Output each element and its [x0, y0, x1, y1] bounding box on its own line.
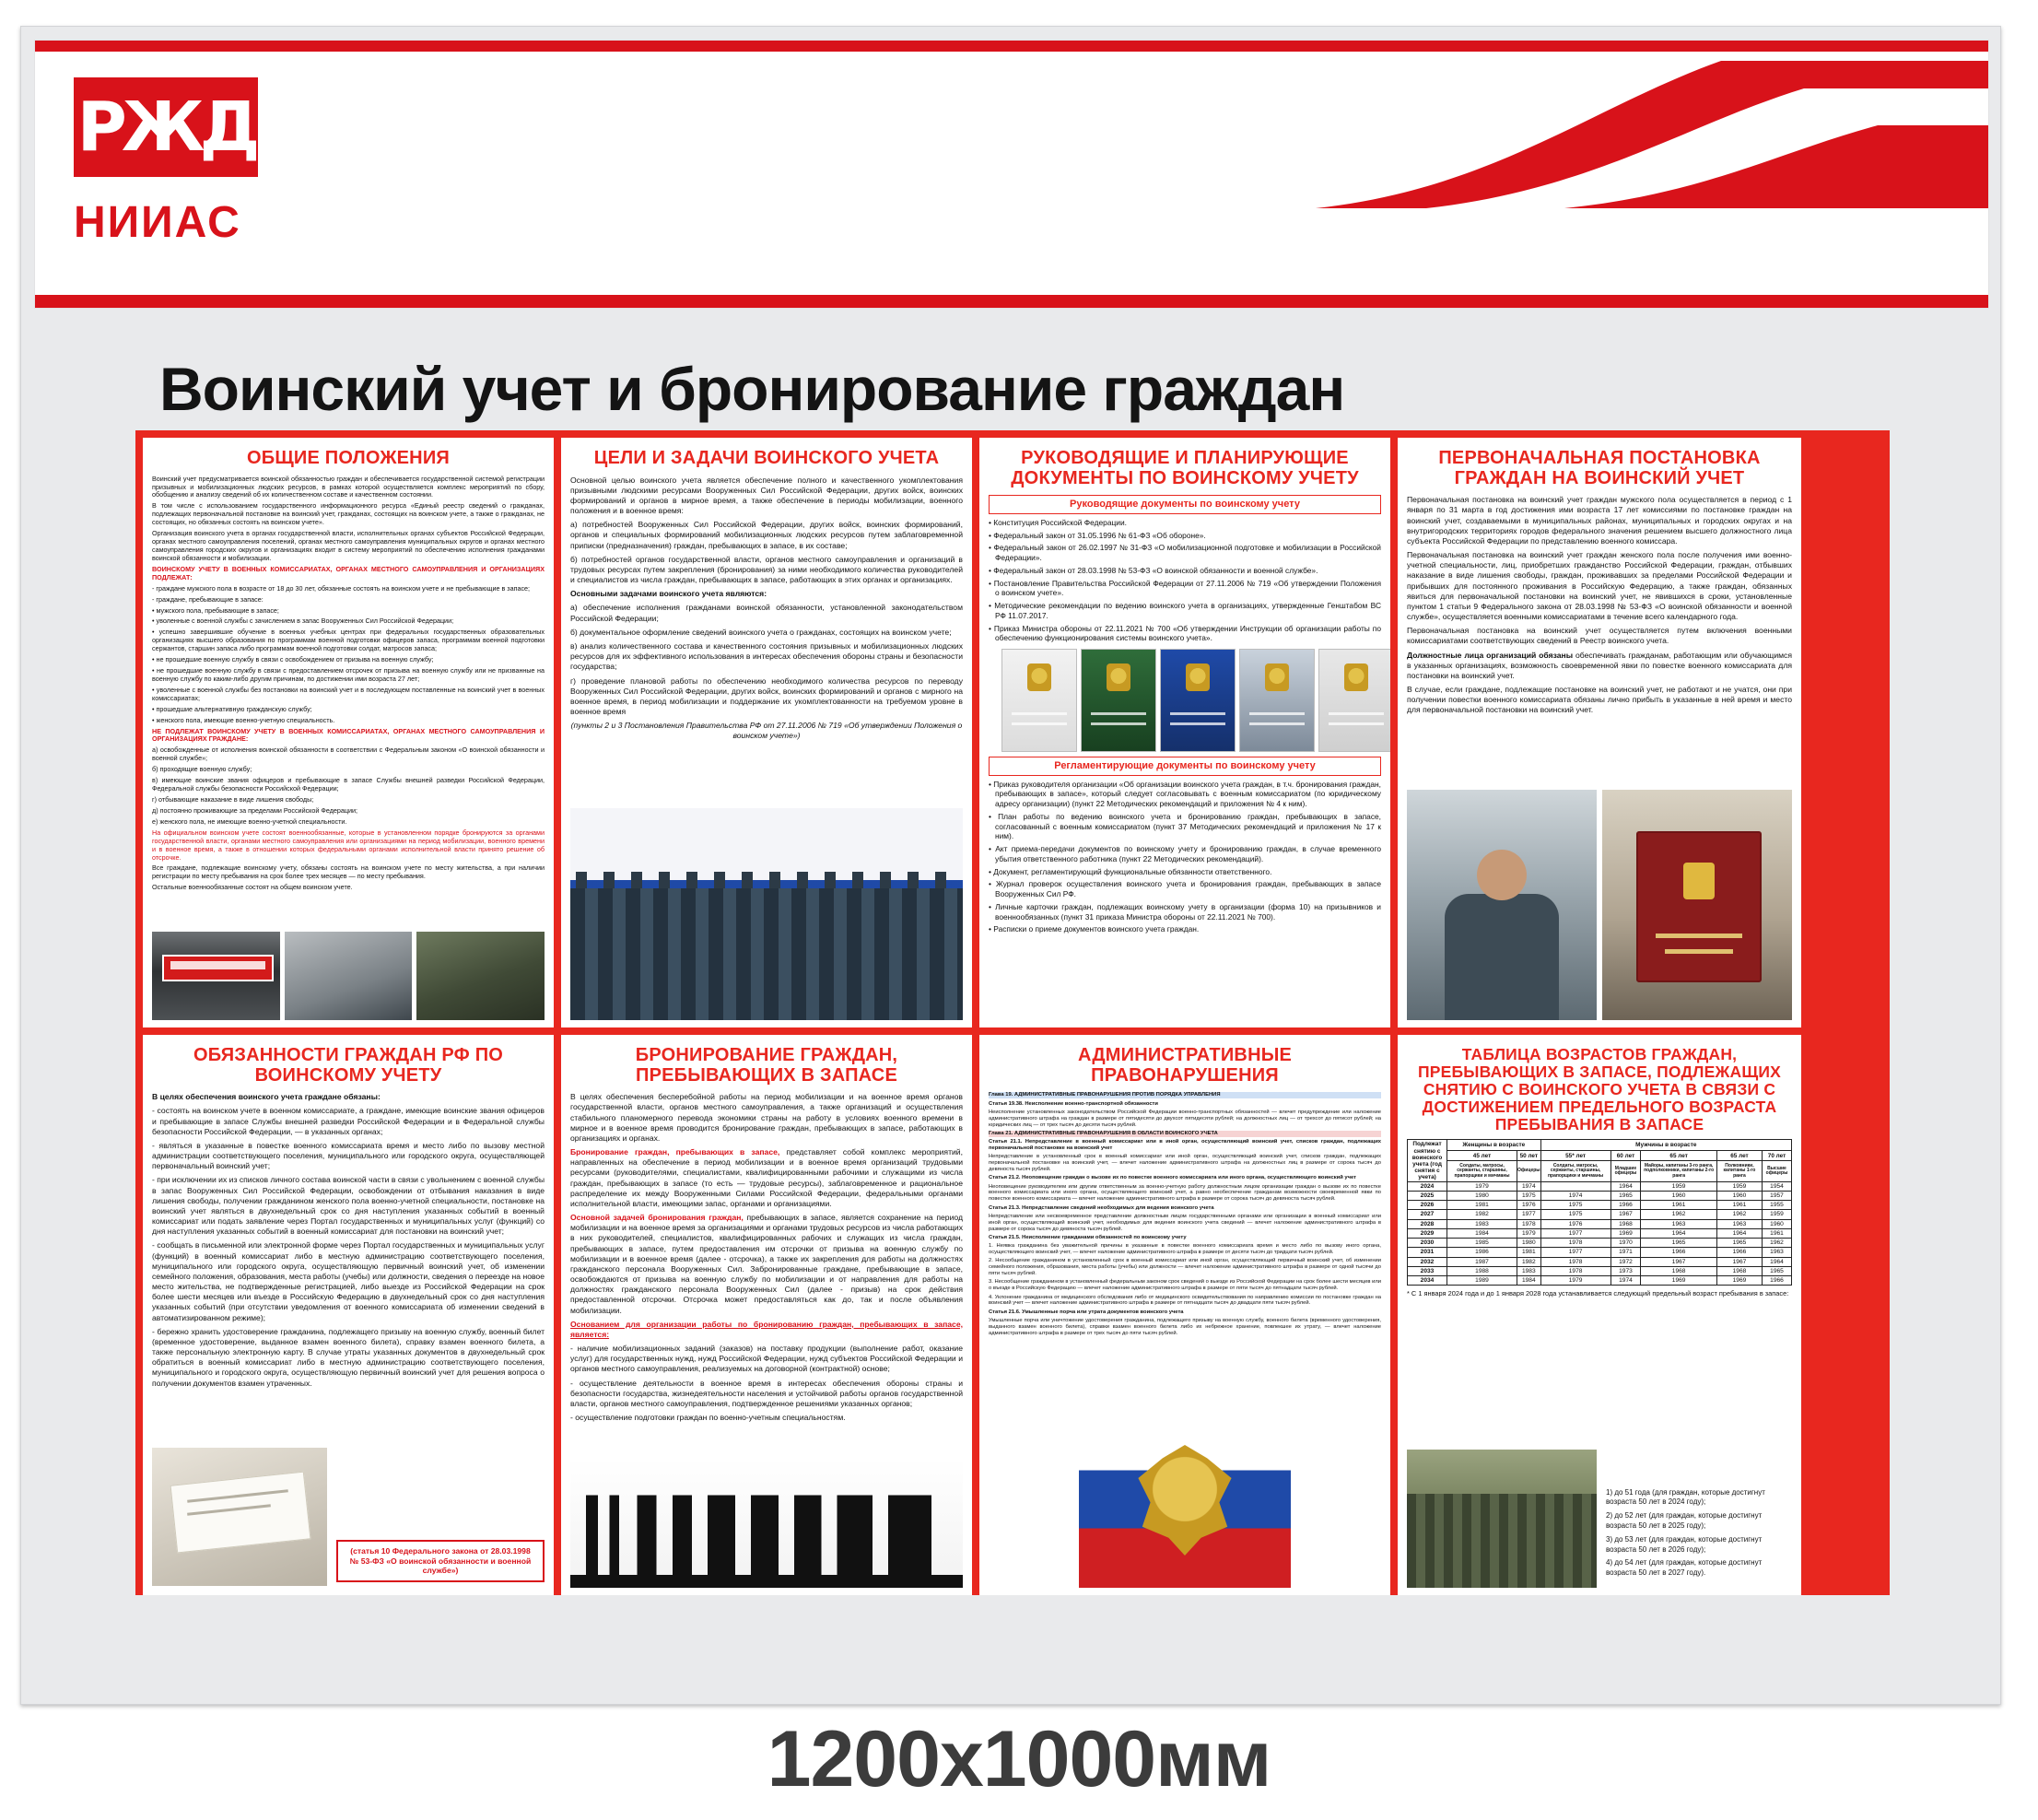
table-cell-birth-year: 1978	[1540, 1266, 1610, 1275]
panel-goals-body	[570, 476, 963, 742]
general-c1: а) освобожденные от исполнения воинской обязанности в соответствии с Федеральным законом «О воинской обязанности и военной службе»;	[152, 746, 545, 763]
table-cell-birth-year: 1960	[1641, 1191, 1717, 1200]
general-i1: • мужского пола, пребывающие в запасе;	[152, 605, 279, 615]
reserve-h1: Бронирование граждан, пребывающих в запасе,	[570, 1147, 780, 1157]
table-cell-birth-year: 1959	[1641, 1181, 1717, 1191]
docs-d6: • Методические рекомендации по ведению воинского учета в организациях, утвержденные Генштабом ВС РФ 11.07.2017.	[989, 601, 1381, 620]
docs-subbar-guiding: Руководящие документы по воинскому учету	[989, 495, 1381, 514]
table-cell-birth-year: 1979	[1447, 1181, 1517, 1191]
table-cell-birth-year: 1965	[1610, 1191, 1641, 1200]
table-cell-birth-year: 1979	[1517, 1228, 1541, 1238]
docs-r1: • Приказ руководителя организации «Об организации воинского учета граждан, в т.ч. бронирования граждан, пребывающих в запасе», который следует согласовывать с военным комиссариатом (по юридическому адресу организации) (пункт 22 Методических рекомендаций и приложения № 4 к ним).	[989, 779, 1381, 809]
table-cell-birth-year: 1978	[1540, 1239, 1610, 1248]
table-cell-year: 2031	[1408, 1248, 1447, 1257]
table-row	[1408, 1181, 1792, 1191]
doc-defence-law	[1081, 649, 1156, 752]
docs-r7: • Расписки о приеме документов воинского учета граждан.	[989, 924, 1200, 934]
parade-ranks	[570, 888, 963, 1020]
th-age-65: 65 лет	[1641, 1150, 1717, 1160]
docs-d2: • Федеральный закон от 31.05.1996 № 61-ФЗ «Об обороне».	[989, 530, 1206, 540]
table-cell-birth-year: 1962	[1763, 1239, 1792, 1248]
table-cell-birth-year: 1960	[1716, 1191, 1762, 1200]
th-age-70: 70 лет	[1763, 1150, 1792, 1160]
panel-initial-registration	[1398, 438, 1801, 1027]
photo-document-covers	[1001, 649, 1390, 752]
table-row	[1408, 1191, 1792, 1200]
reserve-p2-text: представляет собой комплекс мероприятий, направленных на обеспечение в период мобилизации и в военное время организаций трудовыми ресурсами (руководителями, специалистами, квалифицированными рабочими и служащими из числа граждан, пребывающих в запасе (то есть — трудовые ресурсы), заблаговременное и рациональное распределение их между Вооруженными Силами Российской Федерации, федеральными органами исполнительной власти, имеющими запас, органами и организациями.	[570, 1147, 963, 1208]
reserve-p1: В целях обеспечения бесперебойной работы на период мобилизации и на военное время органов государственной власти, органов местного самоуправления, а также организаций и осуществления стабильного планомерного перевода экономики страны на работу в условиях военного времени в мирное и в военное время проводится бронирование граждан, пребывающих в запасе, работающих в организациях и органах.	[570, 1092, 963, 1143]
table-cell-birth-year: 1975	[1540, 1210, 1610, 1219]
goals-t1: а) обеспечение исполнения гражданами воинской обязанности, установленной законодательством Российской Федерации;	[570, 603, 963, 623]
table-note-3: 3) до 53 лет (для граждан, которые достигнут возраста 50 лет в 2026 году);	[1606, 1534, 1763, 1554]
general-i5: • не прошедшие военную службу в связи с предоставлением отсрочек от призыва на военную службу или не призванные на военную службу по каким-либо другим причинам, по достижении ими возраста 27 лет;	[152, 666, 545, 683]
table-row	[1408, 1266, 1792, 1275]
page-title: Воинский учет и бронирование граждан	[159, 355, 1345, 423]
admin-a1-head: Статья 19.38. Неисполнение военно-транспортной обязанности	[989, 1100, 1158, 1107]
double-headed-eagle-icon	[1134, 1445, 1236, 1556]
table-cell-birth-year: 1978	[1517, 1219, 1541, 1228]
table-cell-birth-year: 1982	[1517, 1257, 1541, 1266]
general-b2: - граждане, пребывающие в запасе:	[152, 594, 264, 604]
photo-conscript-torso	[1445, 894, 1559, 1021]
table-cell-birth-year: 1967	[1641, 1257, 1717, 1266]
general-red-head: ВОИНСКОМУ УЧЕТУ В ВОЕННЫХ КОМИССАРИАТАХ, ОРГАНАХ МЕСТНОГО САМОУПРАВЛЕНИЯ И ОРГАНИЗАЦИЯХ ПОДЛЕЖАТ:	[152, 564, 545, 581]
duties-l3: - при исключении их из списков личного состава воинской части в связи с увольнением с военной службы в запас Вооруженных Сил Российской Федерации, освобождении от отбывания наказания в виде лишения свободы, получении гражданином женского пола военно-учетной специальности, постановке на воинский учет являться в двухнедельный срок со дня наступления указанных событий в военный комиссариат или подать заявление через Портал государственных и муниципальных услуг (функций) со дня наступления указанных событий в военный комиссариат для постановки на воинский учет;	[152, 1175, 545, 1237]
table-cell-year: 2026	[1408, 1201, 1447, 1210]
table-cell-birth-year: 1977	[1540, 1248, 1610, 1257]
general-i6: • уволенные с военной службы без постановки на воинский учет и в последующем поставленные на воинский учет в военных комиссариатах;	[152, 685, 545, 702]
general-tail: Остальные военнообязанные состоят на общем воинском учете.	[152, 883, 353, 892]
general-i2: • уволенные с военной службы с зачислением в запас Вооруженных Сил Российской Федерации;	[152, 616, 454, 626]
table-cell-birth-year: 1985	[1447, 1239, 1517, 1248]
general-photo-strip	[152, 932, 545, 1020]
table-note-list	[1606, 1488, 1792, 1582]
goals-source: (пункты 2 и 3 Постановления Правительства РФ от 27.11.2006 № 719 «Об утверждении Положения о воинском учете»)	[570, 721, 963, 741]
first-p2: Первоначальная постановка на воинский учет граждан женского пола после получения ими военно-учетной специальности, лиц, приобретших гражданство Российской Федерации, граждан, отбывших наказание в виде лишения свободы, граждан, проживавших за пределами Российской Федерации и прибывших для постоянного проживания в Российскую Федерацию, а также граждан, обязанных явиться для первоначальной постановки на воинский учет, не явившихся в сроки, установленные пунктом 1 статьи 9 Федерального закона от 28.03.1998 № 53-ФЗ «О воинской обязанности и военной службе», осуществляется военными комиссариатами в течение всего календарного года.	[1407, 550, 1792, 622]
duties-lead: В целях обеспечения воинского учета граждане обязаны:	[152, 1092, 381, 1102]
panel-table-title: ТАБЛИЦА ВОЗРАСТОВ ГРАЖДАН, ПРЕБЫВАЮЩИХ В ЗАПАСЕ, ПОДЛЕЖАЩИХ СНЯТИЮ С ВОИНСКОГО УЧЕТА В СВЯЗИ С ДОСТИЖЕНИЕМ ПРЕДЕЛЬНОГО ВОЗРАСТА ПРЕБЫВАНИЯ В ЗАПАСЕ	[1417, 1045, 1782, 1133]
duties-src2: № 53-ФЗ «О воинской обязанности и военной службе»)	[349, 1556, 532, 1576]
reserve-p3	[570, 1213, 963, 1316]
table-cell-year: 2024	[1408, 1181, 1447, 1191]
table-row	[1408, 1276, 1792, 1286]
panel-general-provisions	[143, 438, 554, 1027]
goals-t4: г) проведение плановой работы по обеспечению необходимого количества ресурсов по переводу Вооруженных Сил Российской Федерации, других войск, воинских формирований и органов с мирного на военное время, в период мобилизации и поддержание их укомплектованности на требуемом уровне в военное время	[570, 675, 963, 717]
table-cell-birth-year: 1965	[1763, 1266, 1792, 1275]
first-p1: Первоначальная постановка на воинский учет граждан мужского пола осуществляется в период с 1 января по 31 марта в год достижения ими возраста 17 лет комиссиями по постановке граждан на воинский учет, создаваемыми в муниципальных районах, муниципальных и городских округах и на внутригородских территориях городов федерального значения решением высшего должностного лица субъекта Российской Федерации по представлению военного комиссара.	[1407, 495, 1792, 546]
table-cell-birth-year: 1974	[1610, 1276, 1641, 1286]
table-cell-birth-year: 1982	[1447, 1210, 1517, 1219]
admin-a5-3: 3. Несообщение гражданином в установленный федеральным законом срок сведений о выезде из Российской Федерации на срок более шести месяцев или о въезде в Российскую Федерацию — влечет наложение административного штрафа в размере от пяти тысяч до пятнадцати тысяч рублей.	[989, 1279, 1381, 1292]
table-cell-birth-year: 1964	[1763, 1257, 1792, 1266]
table-cell-birth-year: 1972	[1610, 1257, 1641, 1266]
docs-r6: • Личные карточки граждан, подлежащих воинскому учету в организации (форма 10) на призывников и военнообязанных (пункт 31 приказа Министра обороны от 22.11.2021 № 700).	[989, 901, 1381, 922]
table-cell-birth-year: 1955	[1763, 1201, 1792, 1210]
panel-duties-title: ОБЯЗАННОСТИ ГРАЖДАН РФ ПО ВОИНСКОМУ УЧЕТУ	[193, 1045, 504, 1086]
table-cell-birth-year: 1961	[1641, 1201, 1717, 1210]
table-cell-birth-year: 1957	[1763, 1191, 1792, 1200]
table-cell-birth-year: 1975	[1517, 1191, 1541, 1200]
admin-a6: Умышленные порча или уничтожение удостоверения гражданина, подлежащего призыву на военную службу, военного билета (временного удостоверения, выданного взамен военного билета), справки взамен военного билета либо их небрежное хранение, повлекшее их утрату, — влечет наложение административного штрафа в размере от трех тысяч до пяти тысяч рублей.	[989, 1318, 1381, 1336]
th-year: Подлежат снятию с воинского учета (год снятия с учета)	[1408, 1140, 1447, 1181]
reserve-r3: - осуществление подготовки граждан по военно-учетным специальностям.	[570, 1413, 846, 1423]
table-cell-birth-year: 1989	[1447, 1276, 1517, 1286]
rzd-logo-glyph: РЖД	[76, 88, 255, 167]
table-cell-birth-year: 1964	[1716, 1228, 1762, 1238]
table-cell-birth-year: 1968	[1641, 1266, 1717, 1275]
first-photo-strip	[1407, 790, 1792, 1020]
table-cell-birth-year: 1966	[1610, 1201, 1641, 1210]
panel-guiding-documents	[979, 438, 1390, 1027]
table-cell-birth-year: 1959	[1763, 1210, 1792, 1219]
general-c5: д) постоянно проживающие за пределами Российской Федерации;	[152, 805, 358, 815]
th-rank-2: Солдаты, матросы, сержанты, старшины, прапорщики и мичманы	[1540, 1161, 1610, 1181]
table-cell-birth-year: 1978	[1540, 1257, 1610, 1266]
header-swoosh-graphic	[1288, 52, 1988, 208]
general-red-head2: НЕ ПОДЛЕЖАТ ВОИНСКОМУ УЧЕТУ В ВОЕННЫХ КОМИССАРИАТАХ, ОРГАНАХ МЕСТНОГО САМОУПРАВЛЕНИЯ И ОРГАНИЗАЦИЯХ ГРАЖДАНЕ:	[152, 726, 545, 744]
admin-a2-head: Статья 21.1. Непредставление в военный комиссариат или в иной орган, осуществляющий воинский учет, списков граждан, подлежащих первоначальной постановке на воинский учет	[989, 1139, 1381, 1151]
admin-a3: Неоповещение руководителем или другим ответственным за военно-учетную работу должностным лицом организации граждан о вызове их по повестке военного комиссариата или иного органа, осуществляющего воинский учет, а равно необеспечение гражданам возможности своевременной явки по повестке военного комиссариата — влечет наложение административного штрафа в размере от сорока тысяч до девяноста тысяч рублей.	[989, 1183, 1381, 1203]
table-row	[1408, 1239, 1792, 1248]
table-cell-birth-year: 1965	[1716, 1239, 1762, 1248]
photo-military-id	[1602, 790, 1792, 1020]
general-i8: • женского пола, имеющие военно-учетную специальность.	[152, 715, 335, 724]
table-cell-birth-year: 1966	[1641, 1248, 1717, 1257]
panel-reserve-title: БРОНИРОВАНИЕ ГРАЖДАН, ПРЕБЫВАЮЩИХ В ЗАПАСЕ	[635, 1045, 898, 1086]
general-p1: Воинский учет предусматривается воинской обязанностью граждан и обеспечивается государственной системой регистрации призывных и мобилизационных людских ресурсов, в рамках которой осуществляется комплекс мероприятий по сбору, обобщению и анализу сведений об их количественном составе и качественном состоянии.	[152, 474, 545, 499]
panel-admin-title: АДМИНИСТРАТИВНЫЕ ПРАВОНАРУШЕНИЯ	[1077, 1045, 1293, 1086]
table-note: * С 1 января 2024 года и до 1 января 2028 года устанавливается следующий предельный возраст пребывания в запасе:	[1407, 1289, 1789, 1298]
table-cell-year: 2034	[1408, 1276, 1447, 1286]
table-cell-birth-year: 1967	[1610, 1210, 1641, 1219]
table-cell-birth-year: 1975	[1540, 1201, 1610, 1210]
admin-chapter19: Глава 19. АДМИНИСТРАТИВНЫЕ ПРАВОНАРУШЕНИЯ ПРОТИВ ПОРЯДКА УПРАВЛЕНИЯ	[989, 1092, 1381, 1098]
reserve-h3: Основанием для организации работы по бронированию граждан, пребывающих в запасе, является:	[570, 1319, 963, 1339]
size-caption: 1200х1000мм	[767, 1715, 1271, 1803]
th-rank-0: Солдаты, матросы, сержанты, старшины, прапорщики и мичманы	[1447, 1161, 1517, 1181]
first-p4-bold: Должностные лица организаций обязаны	[1407, 650, 1574, 660]
table-cell-birth-year: 1986	[1447, 1248, 1517, 1257]
duties-l4: - сообщать в письменной или электронной форме через Портал государственных и муниципальных услуг (функций) в военный комиссариат либо в местную администрацию соответствующего поселения, муниципального или городского округа, осуществляющую первичный воинский учет, об изменении семейного положения, образования, места работы (учебы) или должности, сведения о переезде на новое место жительства, не подтвержденные регистрацией, либо выезде из Российской Федерации на срок более шести месяцев или въезде в Российскую Федерацию в двухнедельный срок со дня наступления указанных событий (при отсутствии уведомления от военного комиссариата об изменении сведений в автоматизированном режиме);	[152, 1240, 545, 1322]
doc-constitution	[1001, 649, 1077, 752]
panel-age-table	[1398, 1035, 1801, 1595]
table-cell-birth-year: 1970	[1610, 1239, 1641, 1248]
duties-l1: - состоять на воинском учете в военном комиссариате, а граждане, имеющие воинские звания офицеров и пребывающие в запасе Службы внешней разведки Российской Федерации и в Федеральной службы безопасности Российской Федерации, — в указанных органах;	[152, 1106, 545, 1136]
goals-t3: в) анализ количественного состава и качественного состояния призывных и мобилизационных людских ресурсов для их эффективного использования в интересах обеспечения обороны страны и безопасности государства;	[570, 641, 963, 672]
table-cell-birth-year: 1976	[1540, 1219, 1610, 1228]
docs-r4: • Документ, регламентирующий функциональные обязанности ответственного.	[989, 866, 1272, 876]
goals-t2: б) документальное оформление сведений воинского учета о гражданах, состоящих на воинском учете;	[570, 627, 952, 637]
th-age-45: 45 лет	[1447, 1150, 1517, 1160]
table-cell-birth-year: 1954	[1763, 1181, 1792, 1191]
general-c6: е) женского пола, не имеющие военно-учетной специальности.	[152, 816, 347, 826]
docs-d3: • Федеральный закон от 26.02.1997 № 31-ФЗ «О мобилизационной подготовке и мобилизации в Российской Федерации».	[989, 543, 1381, 563]
first-p4	[1407, 651, 1792, 682]
th-ranks-row	[1408, 1161, 1792, 1181]
table-cell-birth-year: 1980	[1447, 1191, 1517, 1200]
table-cell-birth-year: 1962	[1641, 1210, 1717, 1219]
th-age-65b: 65 лет	[1716, 1150, 1762, 1160]
table-cell-year: 2029	[1408, 1228, 1447, 1238]
photo-conscripts-column	[1407, 1450, 1597, 1588]
table-cell-birth-year: 1984	[1447, 1228, 1517, 1238]
doc-regulation-on-military-registration	[1318, 649, 1390, 752]
table-cell-birth-year	[1540, 1181, 1610, 1191]
admin-a5-head: Статья 21.5. Неисполнение гражданами обязанностей по воинскому учету	[989, 1234, 1187, 1240]
table-cell-year: 2030	[1408, 1239, 1447, 1248]
duties-source-box	[336, 1540, 545, 1582]
table-cell-birth-year: 1963	[1716, 1219, 1762, 1228]
panel-citizen-duties	[143, 1035, 554, 1595]
admin-a5-1: 1. Неявка гражданина без уважительной причины в указанные в повестке военного комиссариата время и место либо по вызову иного органа, осуществляющего воинский учет, — влечет наложение административного штрафа в размере от десяти тысяч до тридцати тысяч рублей.	[989, 1243, 1381, 1256]
first-p5: В случае, если граждане, подлежащие постановке на воинский учет, не работают и не учатся, они при получении повестки военного комиссариата обязаны лично прибыть в указанные в ней время и место для первоначальной постановки на воинский учет.	[1407, 685, 1792, 715]
table-cell-birth-year: 1983	[1517, 1266, 1541, 1275]
panel-reservation	[561, 1035, 972, 1595]
table-cell-birth-year: 1987	[1447, 1257, 1517, 1266]
board-header	[34, 40, 1989, 309]
table-cell-year: 2025	[1408, 1191, 1447, 1200]
admin-a4: Непредставление или несвоевременное представление должностным лицом государственными органами или организации в военный комиссариат или иной орган, осуществляющий воинский учет, необходимых для ведения воинского учета сведений — влечет наложение административного штрафа в размере от сорока тысяч до девяноста тысяч рублей.	[989, 1213, 1381, 1232]
general-note2: Все граждане, подлежащие воинскому учету, обязаны состоять на воинском учете по месту жительства, а при наличии регистрации по месту пребывания на срок более трех месяцев — по месту пребывания.	[152, 863, 545, 881]
first-p4-rest: обеспечивать гражданам, работающим или обучающимся в указанных организациях, возможность своевременной явки по повестке военного комиссариата для постановки на воинский учет.	[1407, 650, 1792, 680]
panel-duties-body	[152, 1092, 545, 1389]
admin-a5-2: 2. Несообщение гражданином в установленный срок в военный комиссариат или иной орган, осуществляющий первичный воинский учет, об изменении семейного положения, образования, места работы (учебы) или должности — влечет наложение административного штрафа в размере от одной тысячи до пяти тысяч рублей.	[989, 1258, 1381, 1277]
th-ages-row	[1408, 1150, 1792, 1160]
first-p3: Первоначальная постановка на воинский учет осуществляется путем включения военными комиссариатами соответствующих сведений в Реестр воинского учета.	[1407, 626, 1792, 646]
table-cell-year: 2033	[1408, 1266, 1447, 1275]
table-cell-birth-year: 1979	[1540, 1276, 1610, 1286]
th-rank-5: Полковники, капитаны 1-го ранга	[1716, 1161, 1762, 1181]
th-age-60: 60 лет	[1610, 1150, 1641, 1160]
admin-a6-head: Статья 21.6. Умышленные порча или утрата документов воинского учета	[989, 1309, 1184, 1315]
general-p2: В том числе с использованием государственного информационного ресурса «Единый реестр сведений о гражданах, подлежащих первоначальной постановке на воинский учет, гражданах, состоящих на воинском учете, а также о гражданах, не состоящих, но обязанных состоять на воинском учете».	[152, 501, 545, 527]
russian-coat-of-arms	[1079, 1413, 1291, 1588]
table-cell-birth-year: 1988	[1447, 1266, 1517, 1275]
table-cell-birth-year: 1966	[1763, 1276, 1792, 1286]
panel-goals-title: ЦЕЛИ И ЗАДАЧИ ВОИНСКОГО УЧЕТА	[593, 448, 940, 468]
table-cell-birth-year: 1971	[1610, 1248, 1641, 1257]
table-cell-birth-year: 1960	[1763, 1219, 1792, 1228]
photo-medical-examination	[1407, 790, 1597, 1020]
docs-d1: • Конституция Российской Федерации.	[989, 517, 1127, 527]
photo-military-parade	[570, 808, 963, 1020]
reserve-p2	[570, 1147, 963, 1209]
table-cell-birth-year: 1963	[1763, 1248, 1792, 1257]
general-i3: • успешно завершившие обучение в военных учебных центрах при федеральных государственных образовательных организациях высшего образования по программам военной подготовки офицеров запаса, программам военной подготовки сержантов, старшин запаса либо программам военной подготовки солдат, матросов запаса;	[152, 628, 545, 653]
table-cell-birth-year: 1981	[1447, 1201, 1517, 1210]
general-b1: - граждане мужского пола в возрасте от 18 до 30 лет, обязанные состоять на воинском учете и не пребывающие в запасе;	[152, 583, 531, 593]
table-cell-birth-year: 1984	[1517, 1276, 1541, 1286]
th-group-men: Мужчины в возрасте	[1540, 1140, 1791, 1150]
panel-general-title: ОБЩИЕ ПОЛОЖЕНИЯ	[247, 448, 450, 468]
admin-chapter21: Глава 21. АДМИНИСТРАТИВНЫЕ ПРАВОНАРУШЕНИЯ В ОБЛАСТИ ВОИНСКОГО УЧЕТА	[989, 1131, 1381, 1137]
docs-regulating-list	[989, 780, 1381, 935]
duties-l2: - являться в указанные в повестке военного комиссариата время и место либо по вызову местной администрации соответствующего поселения, муниципального или городского округа, осуществляющей первоначальный воинский учет;	[152, 1140, 545, 1171]
general-c3: в) имеющие воинские звания офицеров и пребывающие в запасе Службы внешней разведки Российской Федерации, Федеральной службы безопасности Российской Федерации;	[152, 776, 545, 793]
table-cell-birth-year: 1969	[1716, 1276, 1762, 1286]
doc-military-duty-law	[1239, 649, 1315, 752]
general-i4: • не прошедшие военную службу в связи с освобождением от призыва на военную службу;	[152, 655, 434, 664]
table-cell-birth-year: 1961	[1716, 1201, 1762, 1210]
docs-d4: • Федеральный закон от 28.03.1998 № 53-ФЗ «О воинской обязанности и военной службе».	[989, 565, 1318, 575]
panel-first-body	[1407, 495, 1792, 715]
table-cell-birth-year: 1965	[1641, 1239, 1717, 1248]
reserve-p3-text: пребывающих в запасе, является сохранение на период мобилизации и на военное время за организациями и органами трудовых ресурсов из числа работающих в них руководителей, специалистов, квалифицированных рабочих и служащих из числа граждан, пребывающих в запасе, путем предоставления им отсрочки от призыва на военную службу по мобилизации и в военное время (далее - отсрочка), а также их закрепления для работы на должностях гражданского персонала Вооруженных Сил. Забронированные граждане, пребывающие в запасе, освобождаются от призыва на военную службу по мобилизации и от направления для работы на должностях гражданского персонала Вооруженных Сил (далее - призыв) на срок действия предоставленной отсрочки. Отсрочка может предоставляться как до, так и после объявления мобилизации.	[570, 1213, 963, 1315]
company-name: НИИАС	[74, 198, 241, 247]
goals-p1: Основной целью воинского учета является обеспечение полного и качественного укомплектования призывными людскими ресурсами Вооруженных Сил Российской Федерации, других войск, воинских формирований и органов в мирное время, а также обеспечение в периоды мобилизации, военного положения и в военное время:	[570, 475, 963, 516]
panel-general-body	[152, 476, 545, 893]
reserve-r2: - осуществление деятельности в военное время в интересах обеспечения обороны страны и безопасности государства, жизнедеятельности населения и устойчивой работы органов государственной власти, органов местного самоуправления, подтвержденное решениями указанных органов;	[570, 1378, 963, 1408]
military-id-book	[1636, 831, 1762, 982]
admin-a4-head: Статья 21.3. Непредставление сведений необходимых для ведения воинского учета	[989, 1204, 1214, 1211]
th-group-women: Женщины в возрасте	[1447, 1140, 1541, 1150]
panel-administrative-offences	[979, 1035, 1390, 1595]
table-cell-birth-year: 1976	[1517, 1201, 1541, 1210]
table-cell-year: 2027	[1408, 1210, 1447, 1219]
panel-reserve-body	[570, 1092, 963, 1423]
general-c4: г) отбывающие наказание в виде лишения свободы;	[152, 795, 314, 804]
table-cell-year: 2032	[1408, 1257, 1447, 1266]
table-cell-birth-year: 1964	[1610, 1181, 1641, 1191]
table-cell-year: 2028	[1408, 1219, 1447, 1228]
docs-r3: • Акт приема-передачи документов по воинскому учету и бронированию граждан, в случае временного убытия ответственного работника (пункт 22 Методических рекомендаций).	[989, 844, 1381, 863]
information-board	[20, 26, 2001, 1705]
table-note-4: 4) до 54 лет (для граждан, которые достигнут возраста 50 лет в 2027 году).	[1606, 1558, 1763, 1578]
admin-a5-4: 4. Уклонение гражданина от медицинского обследования либо от медицинского освидетельствования по направлению комиссии по постановке граждан на воинский учет — влечет наложение административного штрафа в размере от пятнадцати тысяч до двадцати пяти тысяч рублей.	[989, 1294, 1381, 1307]
general-note-red: На официальном воинском учете состоят военнообязанные, которые в установленном порядке бронируются за органами государственной власти, органами местного самоуправления или организациями на период мобилизации, военного времени и в военное время, а также в отношении которых федеральными органами исполнительной власти принято решение об отсрочке.	[152, 828, 545, 862]
docs-d7: • Приказ Министра обороны от 22.11.2021 № 700 «Об утверждении Инструкции об организации работы по обеспечению функционирования системы воинского учета».	[989, 623, 1381, 643]
table-cell-birth-year: 1962	[1716, 1210, 1762, 1219]
docs-d5: • Постановление Правительства Российской Федерации от 27.11.2006 № 719 «Об утверждении Положения о воинском учете».	[989, 578, 1381, 598]
general-c2: б) проходящие военную службу;	[152, 765, 252, 774]
th-rank-4: Майоры, капитаны 3-го ранга, подполковники, капитаны 2-го ранга	[1641, 1161, 1717, 1181]
th-rank-3: Младшие офицеры	[1610, 1161, 1641, 1181]
table-row	[1408, 1219, 1792, 1228]
table-cell-birth-year: 1981	[1517, 1248, 1541, 1257]
table-cell-birth-year: 1969	[1610, 1228, 1641, 1238]
table-note-1: 1) до 51 года (для граждан, которые достигнут возраста 50 лет в 2024 году);	[1606, 1487, 1765, 1507]
docs-r2: • План работы по ведению воинского учета и бронированию граждан, пребывающих в запасе, согласованный с военным комиссариатом (пункт 37 Методических рекомендаций и приложения № 17 к ним).	[989, 811, 1381, 841]
military-id-emblem	[1683, 863, 1715, 899]
header-top-red-bar	[35, 41, 1988, 52]
table-cell-birth-year: 1980	[1517, 1239, 1541, 1248]
panel-docs-title: РУКОВОДЯЩИЕ И ПЛАНИРУЮЩИЕ ДОКУМЕНТЫ ПО ВОИНСКОМУ УЧЕТУ	[1011, 448, 1359, 488]
table-row	[1408, 1201, 1792, 1210]
table-cell-birth-year: 1961	[1763, 1228, 1792, 1238]
goals-p2: а) потребностей Вооруженных Сил Российской Федерации, других войск, воинских формирований, органов и специальных формирований мобилизационных людских ресурсов путем заблаговременной приписки (предназначения) граждан, пребывающих в запасе, в их составе;	[570, 520, 963, 550]
table-cell-birth-year: 1973	[1610, 1266, 1641, 1275]
table-row	[1408, 1248, 1792, 1257]
panel-first-title: ПЕРВОНАЧАЛЬНАЯ ПОСТАНОВКА ГРАЖДАН НА ВОИНСКИЙ УЧЕТ	[1438, 448, 1761, 488]
photo-industry-silhouette	[570, 1459, 963, 1588]
reserve-h2: Основной задачей бронирования граждан,	[570, 1213, 744, 1223]
table-cell-birth-year: 1967	[1716, 1257, 1762, 1266]
photo-officer-at-desk	[285, 932, 413, 1020]
age-table	[1407, 1139, 1792, 1286]
age-table-body	[1408, 1181, 1792, 1286]
table-cell-birth-year: 1977	[1540, 1228, 1610, 1238]
table-row	[1408, 1210, 1792, 1219]
general-p3: Организация воинского учета в органах государственной власти, исполнительных органах субъектов Российской Федерации, органах местного самоуправления поселений, органах местного самоуправления муниципальных округов и органах местного самоуправления городских округов и организациях входит в систему мероприятий по обеспечению исполнения гражданами воинской обязанности и мобилизации.	[152, 529, 545, 562]
docs-r5: • Журнал проверок осуществления воинского учета и бронирования граждан, пребывающих в запасе Вооруженных Сил РФ.	[989, 879, 1381, 899]
rzd-logo	[74, 77, 258, 177]
table-cell-birth-year: 1968	[1610, 1219, 1641, 1228]
admin-a1: Неисполнение установленных законодательством Российской Федерации военно-транспортных обязанностей — влечет предупреждение или наложение административного штрафа на граждан в размере от пятидесяти до двухсот пятидесяти рублей; на должностных лиц — от трехсот до пятисот рублей; на юридических лиц — от трех тысяч до десяти тысяч рублей.	[989, 1109, 1381, 1128]
photo-soldiers	[416, 932, 545, 1020]
header-bottom-red-bar	[35, 295, 1988, 308]
table-cell-birth-year: 1963	[1641, 1219, 1717, 1228]
admin-a2: Непредставление в установленный срок в военный комиссариат или иной орган, осуществляющий воинский учет, списков граждан, подлежащих первоначальной постановке на воинский учет, — влечет наложение административного штрафа на должностных лиц в размере от сорока тысяч до девяноста тысяч рублей.	[989, 1154, 1381, 1172]
panel-goals-and-tasks	[561, 438, 972, 1027]
goals-sub: Основными задачами воинского учета являются:	[570, 589, 767, 599]
th-rank-6: Высшие офицеры	[1763, 1161, 1792, 1181]
table-cell-birth-year: 1977	[1517, 1210, 1541, 1219]
table-cell-birth-year: 1966	[1716, 1248, 1762, 1257]
goals-p3: б) потребностей органов государственной власти, органов местного самоуправления и организаций в трудовых ресурсах путем закрепления (бронирования) за ними необходимого количества руководителей и специалистов из числа граждан, пребывающих в запасе, работающих в этих органах и организациях.	[570, 554, 963, 585]
panel-admin-body	[989, 1092, 1381, 1336]
duties-l5: - бережно хранить удостоверение гражданина, подлежащего призыву на военную службу, военный билет (временное удостоверение, выданное взамен военного билета), справку взамен военного билета, а также персональную электронную карту. В случае утраты указанных документов в двухнедельный срок обратиться в военный комиссариат либо в местную администрацию соответствующего поселения, муниципального и городского округа, осуществляющую первичный воинский учет для решения вопроса о получении документов взамен утраченных.	[152, 1326, 545, 1388]
reserve-r1: - наличие мобилизационных заданий (заказов) на поставку продукции (выполнение работ, оказание услуг) для государственных нужд, нужд Российской Федерации, нужд субъектов Российской Федерации и органов местного самоуправления, реализуемых на договорной (контрактной) основе;	[570, 1344, 963, 1374]
admin-a3-head: Статья 21.2. Неоповещение граждан о вызове их по повестке военного комиссариата или иного органа, осуществляющего воинский учет	[989, 1175, 1356, 1181]
table-cell-birth-year: 1983	[1447, 1219, 1517, 1228]
table-cell-birth-year: 1968	[1716, 1266, 1762, 1275]
table-cell-birth-year: 1959	[1716, 1181, 1762, 1191]
table-cell-birth-year: 1974	[1540, 1191, 1610, 1200]
th-age-50: 50 лет	[1517, 1150, 1541, 1160]
poster	[135, 430, 1890, 1595]
docs-subbar-regulating: Регламентирующие документы по воинскому учету	[989, 757, 1381, 776]
table-cell-birth-year: 1969	[1641, 1276, 1717, 1286]
doc-mobilization-law	[1160, 649, 1236, 752]
table-row	[1408, 1257, 1792, 1266]
th-age-55: 55* лет	[1540, 1150, 1610, 1160]
photo-hand-with-document	[152, 1448, 327, 1586]
photo-military-commissariat	[152, 932, 280, 1020]
table-cell-birth-year: 1974	[1517, 1181, 1541, 1191]
table-row	[1408, 1228, 1792, 1238]
table-cell-birth-year: 1964	[1641, 1228, 1717, 1238]
photo-conscript-head	[1477, 850, 1527, 900]
duties-src1: (статья 10 Федерального закона от 28.03.1998	[350, 1545, 531, 1556]
table-note-2: 2) до 52 лет (для граждан, которые достигнут возраста 50 лет в 2025 году);	[1606, 1511, 1763, 1531]
commissariat-sign	[162, 955, 273, 981]
docs-guiding-list	[989, 518, 1381, 643]
general-i7: • прошедшие альтернативную гражданскую службу;	[152, 704, 312, 713]
th-rank-1: Офицеры	[1517, 1161, 1541, 1181]
